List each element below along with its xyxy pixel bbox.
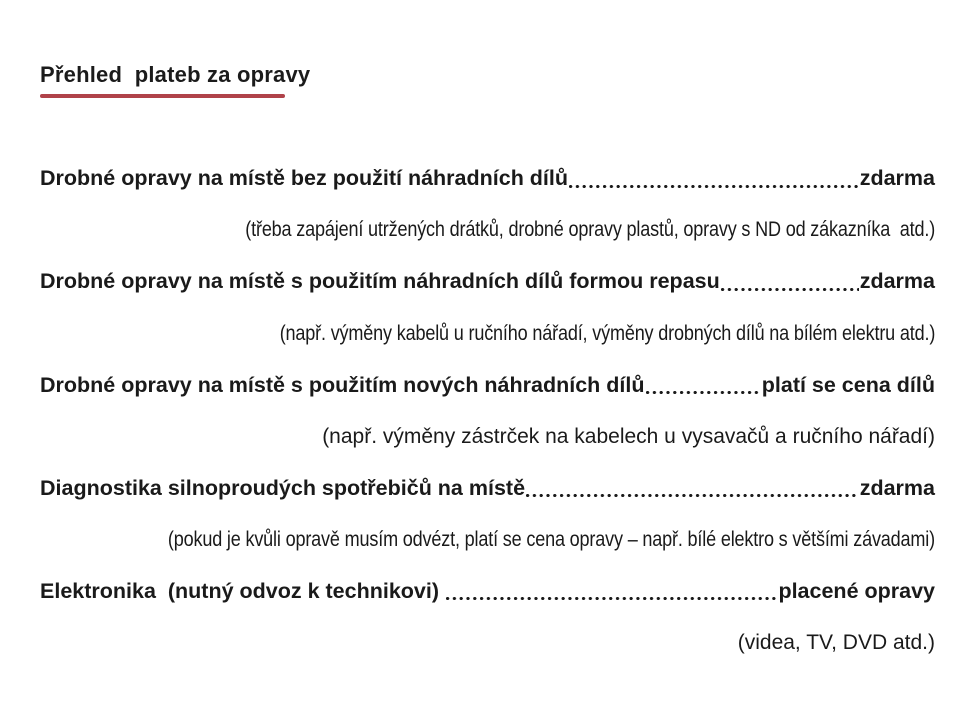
payment-note-text: (např. výměny zástrček na kabelech u vysavačů a ručního nářadí) [322, 424, 935, 448]
payment-entry-label: Elektronika (nutný odvoz k technikovi) [40, 579, 445, 604]
payment-entry-row [40, 256, 935, 308]
payment-entry-value: zdarma [859, 269, 935, 294]
payment-entry-row [40, 153, 935, 205]
dot-leader [645, 359, 762, 411]
payment-note-row [40, 411, 935, 463]
payment-entry-row [40, 463, 935, 515]
payment-entry-value: zdarma [859, 166, 935, 191]
payment-entry-row [40, 566, 935, 618]
payment-note-row [40, 514, 935, 566]
title-underline-rule [40, 94, 285, 98]
dot-leader [720, 256, 860, 308]
dot-leader [568, 153, 860, 205]
payment-entry-value: zdarma [859, 475, 935, 500]
payment-note-row [40, 205, 935, 257]
dot-leader [445, 566, 778, 618]
payment-entry-label: Drobné opravy na místě bez použití náhradních dílů [40, 166, 569, 191]
payment-entry-value: platí se cena dílů [761, 372, 935, 397]
payment-entry-label: Drobné opravy na místě s použitím náhradních dílů formou repasu [40, 269, 720, 294]
title-block [40, 62, 310, 98]
payment-note-text: (třeba zapájení utržených drátků, drobné opravy plastů, opravy s ND od zákazníka atd.) [245, 218, 935, 242]
payment-entry-value: placené opravy [778, 579, 935, 604]
page-title: Přehled plateb za opravy [40, 62, 311, 87]
payments-list [40, 153, 935, 669]
payment-note-text: (pokud je kvůli opravě musím odvézt, platí se cena opravy – např. bílé elektro s většími závadami) [167, 527, 935, 551]
payment-note-text: (např. výměny kabelů u ručního nářadí, výměny drobných dílů na bílém elektru atd.) [279, 321, 935, 345]
payment-entry-row [40, 359, 935, 411]
payment-note-text: (videa, TV, DVD atd.) [737, 631, 935, 655]
payment-entry-label: Diagnostika silnoproudých spotřebičů na místě [40, 475, 526, 500]
payment-entry-label: Drobné opravy na místě s použitím nových náhradních dílů [40, 372, 645, 397]
payment-note-row [40, 308, 935, 360]
dot-leader [525, 463, 860, 515]
payment-note-row [40, 617, 935, 669]
